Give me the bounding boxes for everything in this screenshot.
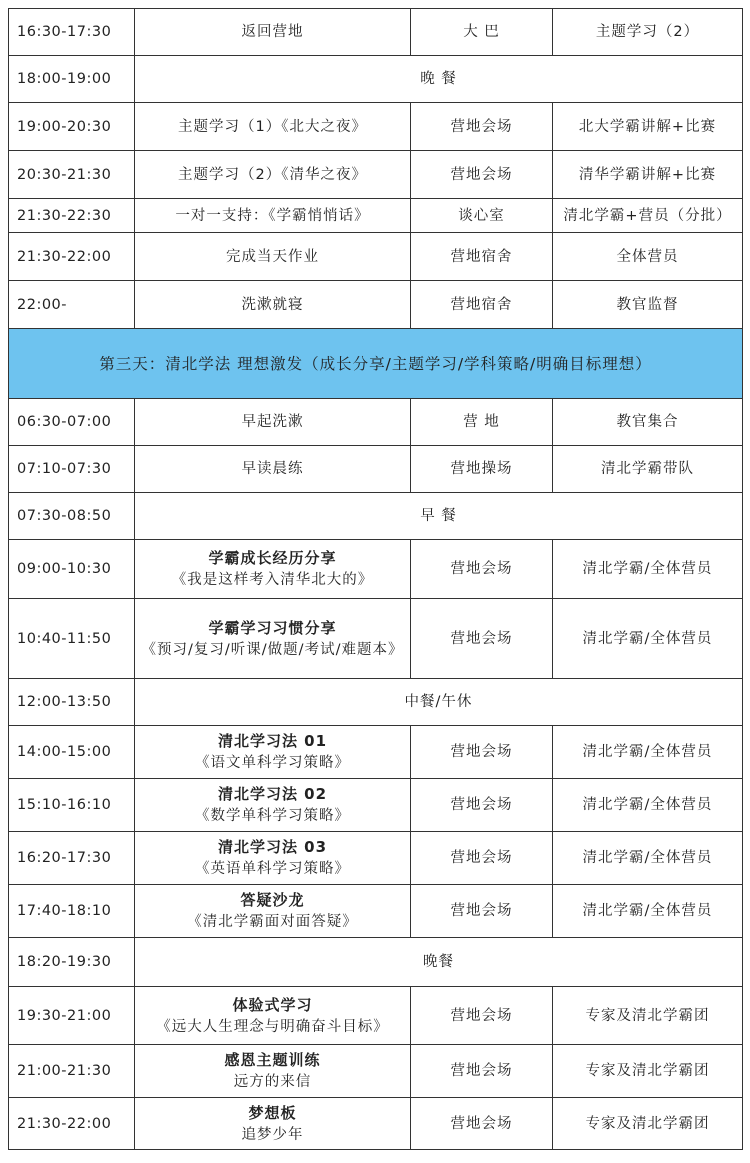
activity-title: 清北学习法 01 (217, 732, 328, 750)
participants-cell: 专家及清北学霸团 (553, 1098, 743, 1150)
time-cell: 14:00-15:00 (9, 726, 135, 779)
table-row (9, 779, 743, 832)
time-cell: 22:00- (9, 281, 135, 329)
activity-subtitle: 《远大人生理念与明确奋斗目标》 (156, 1018, 389, 1035)
time-cell: 16:30-17:30 (9, 9, 135, 56)
activity-title: 梦想板 (248, 1103, 297, 1122)
time-cell: 19:00-20:30 (9, 103, 135, 151)
activity-cell: 主题学习（1）《北大之夜》 (135, 103, 411, 151)
time-cell: 18:00-19:00 (9, 56, 135, 103)
table-row (9, 281, 743, 329)
activity-cell (135, 1098, 411, 1150)
meal-cell: 晚 餐 (135, 56, 743, 103)
participants-cell: 清华学霸讲解+比赛 (553, 151, 743, 199)
activity-cell (135, 832, 411, 885)
place-cell: 营地会场 (411, 726, 553, 779)
activity-subtitle: 《语文单科学习策略》 (195, 755, 350, 771)
participants-cell: 全体营员 (553, 233, 743, 281)
activity-subtitle: 《预习/复习/听课/做题/考试/难题本》 (141, 641, 404, 658)
activity-subtitle: 《英语单科学习策略》 (195, 861, 350, 877)
place-cell: 营地会场 (411, 779, 553, 832)
activity-cell (135, 779, 411, 832)
table-row (9, 103, 743, 151)
place-cell: 谈心室 (411, 199, 553, 233)
table-row (9, 199, 743, 233)
table-row (9, 726, 743, 779)
activity-cell: 早读晨练 (135, 446, 411, 493)
schedule-table (8, 8, 743, 1150)
activity-title: 体验式学习 (232, 995, 313, 1014)
time-cell: 15:10-16:10 (9, 779, 135, 832)
table-row (9, 599, 743, 679)
activity-subtitle: 追梦少年 (241, 1126, 304, 1143)
place-cell: 营地会场 (411, 987, 553, 1045)
place-cell: 大 巴 (411, 9, 553, 56)
activity-title: 学霸学习习惯分享 (208, 618, 337, 637)
table-row (9, 1098, 743, 1150)
table-row (9, 151, 743, 199)
place-cell: 营地宿舍 (411, 233, 553, 281)
participants-cell: 清北学霸/全体营员 (553, 885, 743, 938)
table-row (9, 446, 743, 493)
time-cell: 19:30-21:00 (9, 987, 135, 1045)
table-row (9, 399, 743, 446)
time-cell: 20:30-21:30 (9, 151, 135, 199)
table-row (9, 938, 743, 987)
time-cell: 17:40-18:10 (9, 885, 135, 938)
activity-title: 清北学习法 03 (217, 838, 328, 856)
participants-cell: 清北学霸/全体营员 (553, 599, 743, 679)
activity-cell (135, 726, 411, 779)
meal-cell: 早 餐 (135, 493, 743, 540)
time-cell: 21:30-22:00 (9, 1098, 135, 1150)
activity-cell: 返回营地 (135, 9, 411, 56)
activity-cell (135, 987, 411, 1045)
activity-cell (135, 885, 411, 938)
participants-cell: 教官监督 (553, 281, 743, 329)
table-row (9, 9, 743, 56)
table-row (9, 832, 743, 885)
activity-subtitle: 《清北学霸面对面答疑》 (187, 914, 358, 930)
table-row (9, 1045, 743, 1098)
activity-subtitle: 《我是这样考入清华北大的》 (171, 572, 374, 588)
participants-cell: 清北学霸/全体营员 (553, 779, 743, 832)
participants-cell: 北大学霸讲解+比赛 (553, 103, 743, 151)
time-cell: 21:00-21:30 (9, 1045, 135, 1098)
day-banner-row (9, 329, 743, 399)
activity-subtitle: 远方的来信 (233, 1074, 312, 1090)
place-cell: 营地会场 (411, 599, 553, 679)
participants-cell: 清北学霸/全体营员 (553, 832, 743, 885)
activity-cell: 一对一支持：《学霸悄悄话》 (135, 199, 411, 233)
day-banner: 第三天：清北学法 理想激发（成长分享/主题学习/学科策略/明确目标理想） (9, 329, 743, 399)
participants-cell: 清北学霸/全体营员 (553, 726, 743, 779)
table-row (9, 56, 743, 103)
activity-cell (135, 599, 411, 679)
table-row (9, 885, 743, 938)
meal-cell: 中餐/午休 (135, 679, 743, 726)
time-cell: 12:00-13:50 (9, 679, 135, 726)
place-cell: 营地会场 (411, 1045, 553, 1098)
table-row (9, 233, 743, 281)
place-cell: 营地会场 (411, 540, 553, 599)
participants-cell: 清北学霸/全体营员 (553, 540, 743, 599)
place-cell: 营地操场 (411, 446, 553, 493)
time-cell: 21:30-22:00 (9, 233, 135, 281)
table-row (9, 493, 743, 540)
participants-cell: 专家及清北学霸团 (553, 987, 743, 1045)
activity-subtitle: 《数学单科学习策略》 (195, 808, 350, 824)
table-row (9, 987, 743, 1045)
participants-cell: 主题学习（2） (553, 9, 743, 56)
table-row (9, 540, 743, 599)
activity-title: 学霸成长经历分享 (208, 549, 337, 567)
place-cell: 营 地 (411, 399, 553, 446)
place-cell: 营地会场 (411, 151, 553, 199)
participants-cell: 清北学霸带队 (553, 446, 743, 493)
activity-cell (135, 1045, 411, 1098)
place-cell: 营地会场 (411, 885, 553, 938)
place-cell: 营地会场 (411, 1098, 553, 1150)
activity-cell: 洗漱就寝 (135, 281, 411, 329)
activity-cell (135, 540, 411, 599)
time-cell: 07:10-07:30 (9, 446, 135, 493)
time-cell: 06:30-07:00 (9, 399, 135, 446)
participants-cell: 教官集合 (553, 399, 743, 446)
time-cell: 09:00-10:30 (9, 540, 135, 599)
time-cell: 10:40-11:50 (9, 599, 135, 679)
activity-cell: 早起洗漱 (135, 399, 411, 446)
activity-title: 答疑沙龙 (240, 891, 305, 909)
activity-cell: 主题学习（2）《清华之夜》 (135, 151, 411, 199)
activity-title: 感恩主题训练 (224, 1051, 321, 1069)
time-cell: 18:20-19:30 (9, 938, 135, 987)
place-cell: 营地会场 (411, 103, 553, 151)
place-cell: 营地宿舍 (411, 281, 553, 329)
participants-cell: 清北学霸+营员（分批） (553, 199, 743, 233)
activity-cell: 完成当天作业 (135, 233, 411, 281)
time-cell: 07:30-08:50 (9, 493, 135, 540)
meal-cell: 晚餐 (135, 938, 743, 987)
table-row (9, 679, 743, 726)
participants-cell: 专家及清北学霸团 (553, 1045, 743, 1098)
time-cell: 21:30-22:30 (9, 199, 135, 233)
time-cell: 16:20-17:30 (9, 832, 135, 885)
activity-title: 清北学习法 02 (217, 785, 328, 803)
place-cell: 营地会场 (411, 832, 553, 885)
